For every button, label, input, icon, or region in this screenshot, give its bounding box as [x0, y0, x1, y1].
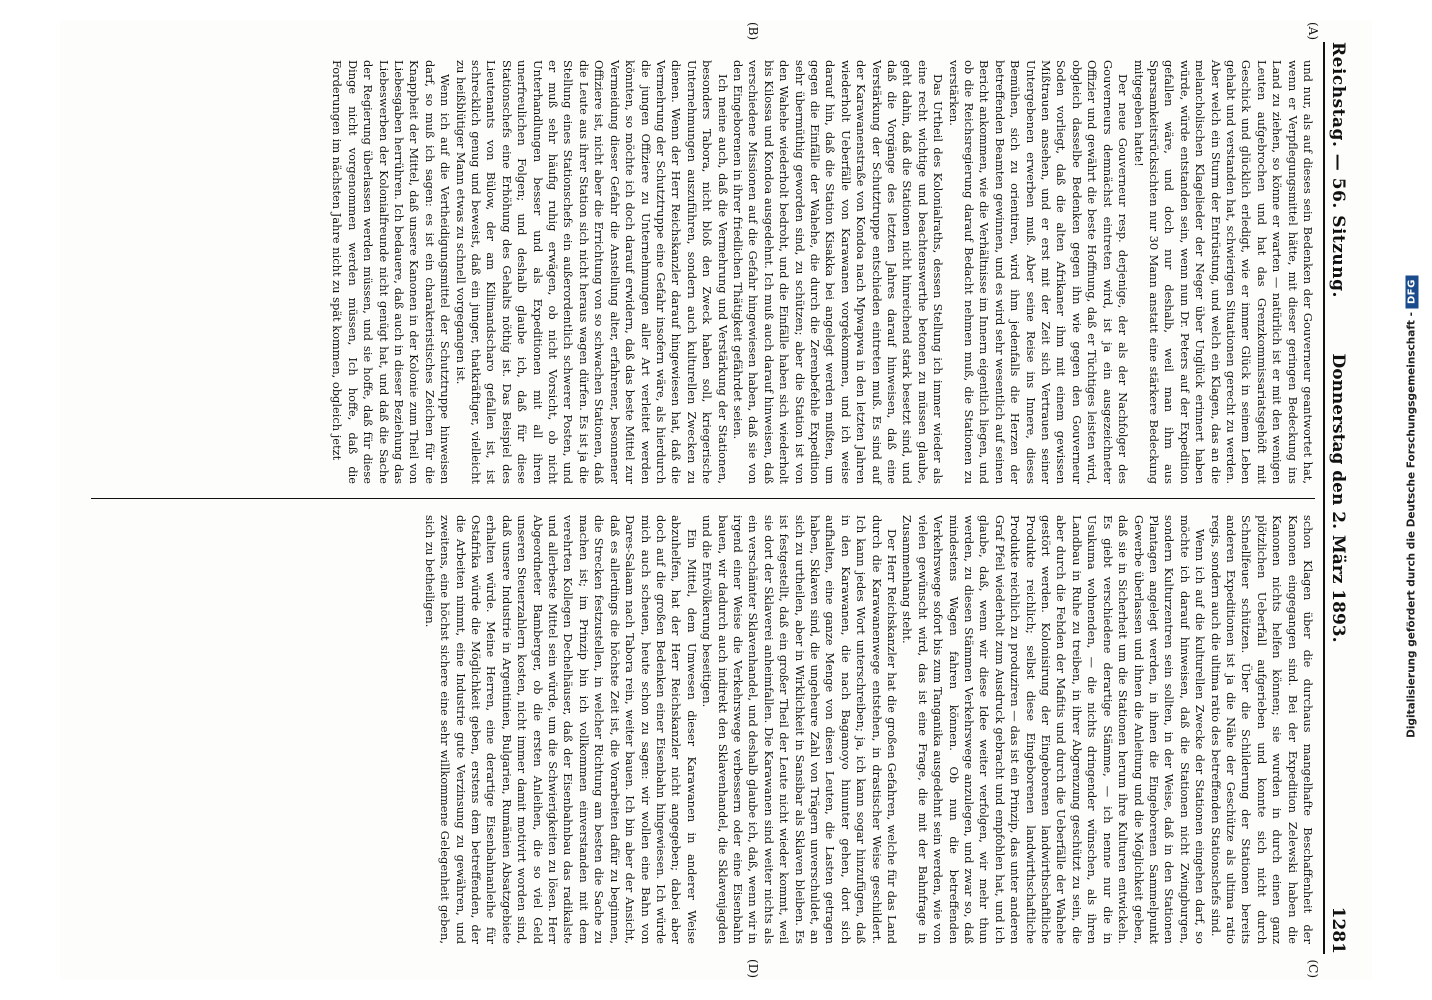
paragraph: Wenn ich auf die Vertheidigungsmittel der Schutztruppe hinweisen darf, so muß ich sagen: es ist ein charakteristisches Zeichen für die Knappheit der Mittel, daß unsere Kanonen in der Kolonie zum Theil von Liebesgaben herrühren. Ich bedauere, daß auch in dieser Beziehung das Liebeswerben der Kolonialfreunde nicht genügt hat, und daß die Sache der Regierung überlassen werden müssen, und sie hoffe, daß für diese Dinge nicht vorgenommen werden müssen, Ich hoffe, daß die Forderungen im nächsten Jahre nicht zu spät kommen, obgleich jetzt: [330, 60, 453, 484]
left-column: [91, 42, 1315, 498]
text-columns: [91, 42, 1315, 954]
paragraph: Ein Mittel, dem Umwesen dieser Karawanen in anderer Weise abzuhelfen, hat der Herr Reichskanzler nicht angegeben; dabei aber doch auf die großen Bedenken einer Eisenbahn hingewiesen. Ich würde mich auch scheuen, heute schon zu sagen: wir wollen eine Bahn von Dares-Salaam nach Tabora rein, weiter bauen. Ich bin aber der Ansicht, daß es allerdings die höchste Zeit ist, die Vorarbeiten dafür zu beginnen, die Strecken festzustellen, in welcher Richtung am besten die Sache zu machen ist; im Prinzip bin ich vollkommen einverstanden mit dem verehrten Kollegen Dechelhäuser, daß der Eisenbahnbau das radikalste und allerbeste Mittel sein würde, um die Schwierigkeiten zu lösen. Herr Abgeordneter Bamberger, ob die ersten Anleihen, die so viel Geld unseren Steuerzahlern kosten, nicht immer damit motivirt worden sind, daß unsere Industrie in Argentinien, Bulgarien, Rumänien Absatzgebiete erhalten würde. Meine Herren, eine derartige Eisenbahnanleihe für Ostafrika würde die Möglichkeit geben, erstens dem betreffenden, der die Arbeiten nimmt, eine Industrie gute Verzinsung zu gewähren, und zweitens, eine höchst sichere eine sehr willkommene Gelegenheit geben, sich zu betheiligen.: [422, 515, 699, 944]
page-number: 1281: [1328, 906, 1348, 954]
paragraph: und nur, als auf dieses sein Bedenken der Gouverneur geantwortet hat, wenn er Verpflegungsmittel hätte, mit dieser geringen Bedeckung ins Land zu ziehen, so könne er warten — natürlich ist er mit den wenigen Leuten aufgebrochen und hat das Grenzkommissariatsgehöft mit Geschick und glücklich erledigt, wie er immer Glück in seinem Leben gehabt und verstanden hat, schwierigen Situationen gerecht zu werden. Aber welch ein Sturm der Entrüstung, und welch ein Klagen, das an die melancholischen Klagelieder der Neger über Unglück erinnert haben würde, würde entstanden sein, wenn nun Dr. Peters auf der Expedition gefallen wäre, und doch nur deshalb, weil man ihm aus Sparsamkeitsrücksichten nur 30 Mann anstatt eine stärkere Bedeckung mitgegeben hatte!: [1131, 60, 1315, 484]
right-column: [91, 498, 1315, 954]
margin-mark-a: (A): [1306, 22, 1320, 41]
digitization-credit: [1406, 227, 1419, 787]
dfg-logo: DFG: [1406, 275, 1419, 308]
header-session: Reichstag. — 56. Sitzung.: [1328, 42, 1348, 298]
paragraph: Das Urtheil des Kolonialraths, dessen Stellung ich immer wieder als eine recht wichtige und beachtenswerthe betonen zu müssen glaube, geht dahin, daß die Stationen nicht hinreichend stark besetzt sind, und daß die Vorgänge des letzten Jahres darauf hinweisen, daß eine Verstärkung der Schutztruppe entschieden eintreten muß. Es sind auf der Karawanenstraße von Kondoa nach Mpwapwa in den letzten Jahren wiederholt Ueberfälle von Karawanen vorgekommen, und ich weise darauf hin, daß die Station Kisakka bei angelegt werden mußten, um gegen die Einfälle der Wahehe, die durch die Zerenbefehle Expedition sehr übermüthig geworden sind, zu schützen; aber die Station ist von den Wahehe wiederholt bedroht, und die Einfälle haben sich wiederholt bis Kilossa und Kondoa ausgedehnt. Ich muß auch darauf hinweisen, daß verschiedene Missionen auf die Gefahr hingewiesen haben, daß sie von den Eingeborenen in ihrer friedlichen Thätigkeit gefährdet seien.: [730, 60, 946, 484]
paragraph: Ich meine auch, daß die Vermehrung und Verstärkung der Stationen, besonders Tabora, nicht bloß den Zweck haben soll, kriegerische Unternehmungen auszuführen, sondern auch kulturellen Zwecken zu dienen. Wenn der Herr Reichskanzler darauf hingewiesen hat, daß die Vermehrung der Schutztruppe eine Gefahr insofern wäre, als hierdurch die jungen Offiziere zu Unternehmungen aller Art verleitet werden könnten, so möchte ich doch darauf erwidern, daß das beste Mittel zur Vermeidung dieser Gefahr die Anstellung alter, erfahrener, besonnener Offiziere ist, nicht aber die Errichtung von so schwachen Stationen, daß die Leute aus ihrer Station sich nicht heraus wagen dürfen. Es ist ja die Stellung eines Stationschefs ein außerordentlich schwerer Posten, und er muß sehr häufig ruhig erwägen, ob nicht Vorsicht, ob nicht Unterhandlungen besser und als Expeditionen mit all ihren unerfreulichen Folgen; und deshalb glaube ich, daß für diese Stationschefs eine Erhöhung des Gehalts nöthig ist. Das Beispiel des Lieutenants von Bülow, der am Kilimandscharo gefallen ist, ist schrecklich genug und beweist, daß ein junger, thatkräftiger, vielleicht zu heißblütiger Mann etwas zu schnell vorgegangen ist.: [453, 60, 730, 484]
margin-mark-c: (C): [1306, 959, 1320, 978]
paragraph: Der neue Gouverneur resp. derjenige, der als der Nachfolger des Gouverneurs demnächst eintreten wird, ist ja ein ausgezeichneter Offizier und gewährt die beste Hoffnung, daß er Tüchtiges leisten wird, obgleich dasselbe Bedenken gegen ihn wie gegen den Gouverneur Soden vorliegt, daß die alten Afrikaner ihm mit einem gewissen Mißtrauen ansehen, und er erst mit der Zeit sich Vertrauen seiner Untergebenen erwerben muß. Aber seine Reise ins Innere, dieses Bemühen, sich zu orientiren, wird ihm jedenfalls die Herzen der betreffenden Beamten gewinnen, und es wird sehr wesentlich auf seinen Bericht ankommen, wie die Verhältnisse im Innern eigentlich liegen, und ob die Reichsregierung darauf Bedacht nehmen muß, die Stationen zu verstärken.: [946, 60, 1131, 484]
paragraph: Der Herr Reichskanzler hat die großen Gefahren, welche für das Land durch die Karawanenwege entstehen, in drastischer Weise geschildert. Ich kann jedes Wort unterschreiben; ja, ich kann sogar hinzufügen, daß in den Karawanen, die nach Bagamoyo hinunter gehen, dort sich aufhalten, eine ganze Menge von diesen Leuten, die Lasten getragen haben, Sklaven sind, die ungeheure Zahl von Trägern unverschuldet, an sich zu urtheilen, aber in Wirklichkeit in Sansibar als Sklaven bleiben. Es ist festgestellt, daß ein großer Theil der Leute nicht wieder kommt, weil sie dort der Sklaverei anheimfallen. Die Karawanen sind weiter nichts als ein verschämter Sklavenhandel, und deshalb glaube ich, daß, wenn wir in irgend einer Weise die Verkehrswege verbessern oder eine Eisenbahn bauen, wir dadurch auch indirekt den Sklavenhandel, die Sklavenjagden und die Entvölkerung beseitigen.: [700, 515, 900, 944]
paragraph: schon Klagen über die durchaus mangelhafte Beschaffenheit der Kanonen eingegangen sind. Bei der Expedition Zelewski haben die Kanonen nichts helfen können; sie wurden in durch einen ganz plötzlichen Ueberfall aufgerieben und konnte sich nicht durch Schnellfeuer schützen. Über die Schilderung der Stationen bereits anderen Expeditionen ist ja die Nähe der Geschütze als ultima ratio regis, sondern auch die ultima ratio des betreffenden Stationschefs sind.: [1208, 515, 1315, 944]
margin-mark-d: (D): [746, 959, 760, 978]
page-header: [1323, 42, 1358, 954]
paragraph: Wenn ich auf die kulturellen Zwecke der Stationen eingehen darf, so möchte ich darauf hinweisen, daß die Stationen nicht Zwingburgen, sondern Kulturzentren sein sollten, in der Weise, daß in den Stationen Plantagen angelegt werden, in ihnen die Eingeborenen Sammelpunkt Gewerbe überlassen und ihnen die Anleitung und die Möglichkeit geben, daß sie in Sicherheit um die Stationen herum ihre Kulturen entwickeln. Es giebt verschiedene derartige Stämme, — ich nenne nur die in Usukuma wohnenden, — die nichts dringender wünschen, als ihren Landbau in Ruhe zu treiben, in ihrer Abgrenzung geschützt zu sein, die aber durch die Fehden der Mafitis und durch die Ueberfälle der Wahehe gestört werden. Kolonisirung der Eingeborenen landwirthschaftliche Produkte reichlich; selbst diese Eingeborenen landwirthschaftliche Produkte reichlich zu produziren — das ist ein Prinzip, das unter anderen Graf Pfeil wiederholt zum Ausdruck gebracht und empfohlen hat, und ich glaube, daß, wenn wir diese Idee weiter verfolgen, wir mehr thun werden, zu diesen Stämmen Verkehrswege anzulegen, und zwar so, daß mindestens Wagen fahren können. Ob nun die betreffenden Verkehrswege sofort bis zum Tanganika ausgedehnt sein werden, wie von vielen gewünscht wird, das ist eine Frage, die mit der Bahnfrage in Zusammenhang steht.: [900, 515, 1208, 944]
header-date: Donnerstag den 2. März 1893.: [1328, 353, 1348, 643]
margin-mark-b: (B): [746, 22, 760, 41]
credit-text: Digitalisierung gefördert durch die Deutsche Forschungsgemeinschaft -: [1405, 312, 1418, 738]
document-page: [60, 20, 1372, 980]
